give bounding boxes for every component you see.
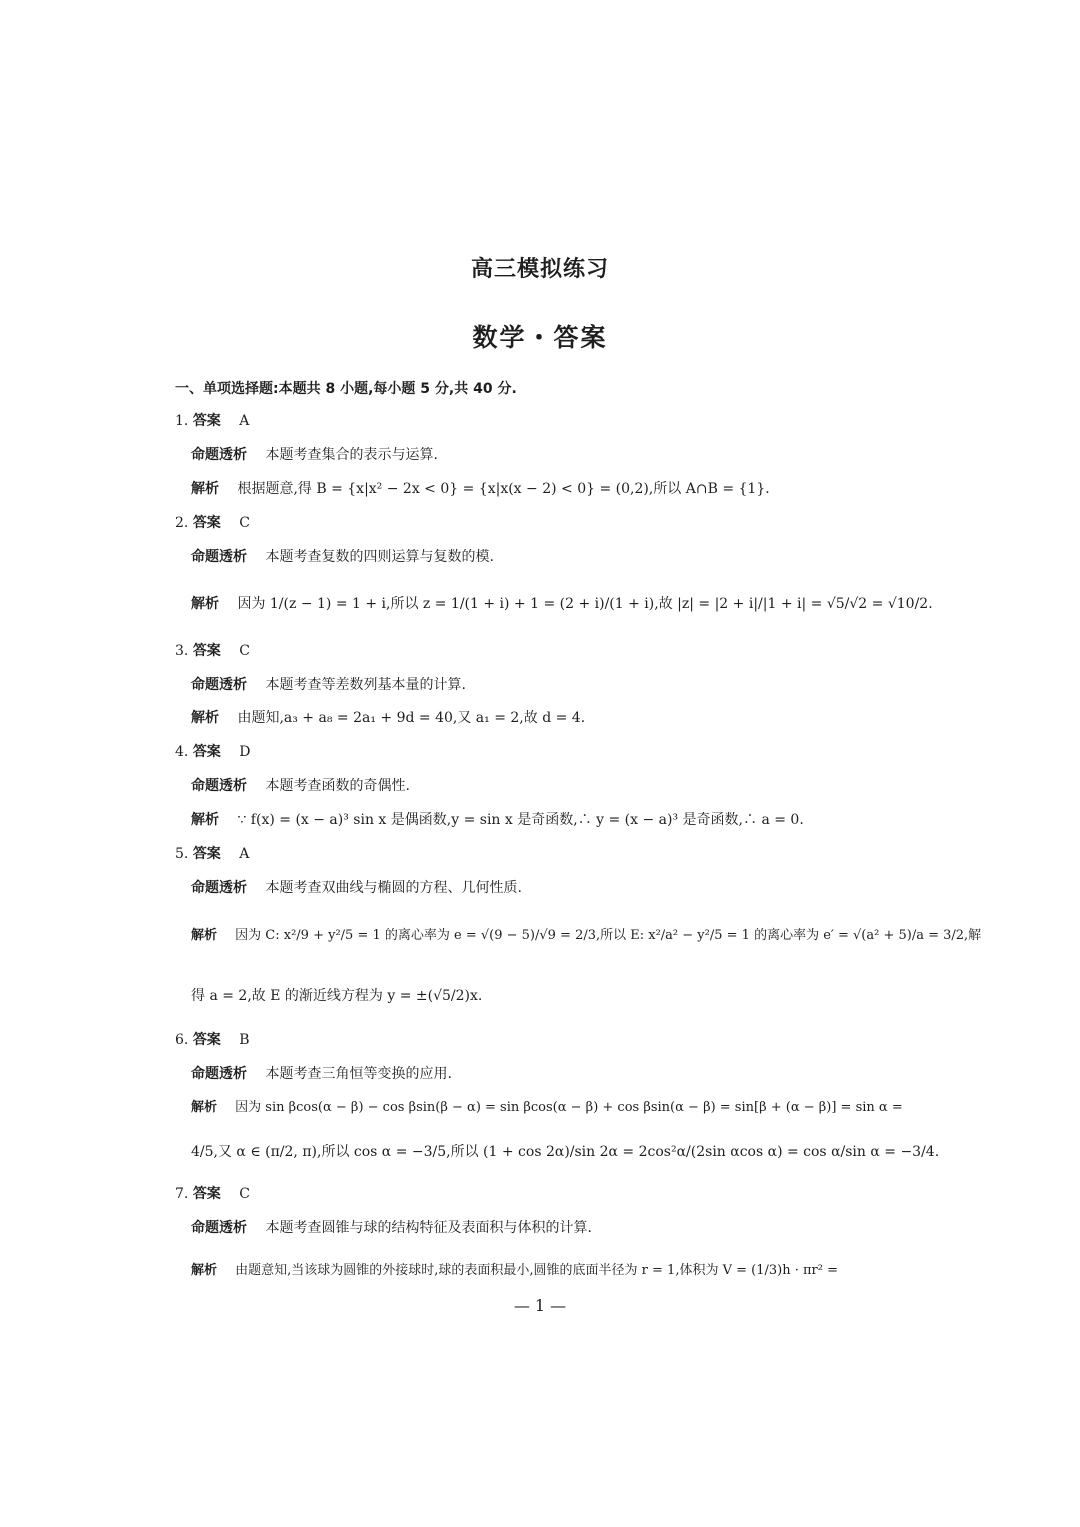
perspective-line-3 [191, 675, 466, 695]
perspective-text: 本题考查函数的奇偶性. [265, 778, 410, 794]
answer-line-3 [175, 641, 250, 661]
analysis-label: 解析 [191, 710, 219, 726]
analysis-text: 因为 sin βcos(α − β) − cos βsin(β − α) = sin βcos(α − β) + cos βsin(α − β) = sin[β + (α − β)] = sin α = [235, 1100, 903, 1115]
question-number: 6. [175, 1032, 189, 1048]
analysis-text: 因为 1/(z − 1) = 1 + i,所以 z = 1/(1 + i) + 1 = (2 + i)/(1 + i),故 |z| = |2 + i|/|1 + i| = √5/√2 = √10/2. [237, 596, 933, 612]
analysis-line-5 [191, 926, 981, 946]
answer-line-7 [175, 1184, 250, 1204]
analysis-text: 因为 C: x²/9 + y²/5 = 1 的离心率为 e = √(9 − 5)/√9 = 2/3,所以 E: x²/a² − y²/5 = 1 的离心率为 e′ = √(a² + 5)/a = 3/2,解 [235, 928, 982, 943]
question-number: 2. [175, 515, 189, 531]
analysis-text: 由题知,a₃ + a₈ = 2a₁ + 9d = 40,又 a₁ = 2,故 d = 4. [237, 710, 586, 726]
answer-line-2 [175, 513, 250, 533]
answer-label: 答案 [192, 643, 221, 659]
analysis-text: ∵ f(x) = (x − a)³ sin x 是偶函数,y = sin x 是奇函数,∴ y = (x − a)³ 是奇函数,∴ a = 0. [237, 812, 804, 828]
answer-value: C [239, 643, 250, 659]
analysis-line-6 [191, 1098, 903, 1118]
question-number: 7. [175, 1186, 189, 1202]
analysis-text: 由题意知,当该球为圆锥的外接球时,球的表面积最小,圆锥的底面半径为 r = 1,体积为 V = (1/3)h · πr² = [235, 1263, 838, 1278]
perspective-line-2 [191, 547, 494, 567]
analysis-line-1 [191, 479, 770, 499]
analysis-continuation-6 [191, 1142, 939, 1162]
answer-line-4 [175, 742, 251, 762]
perspective-line-7 [191, 1218, 592, 1238]
question-number: 3. [175, 643, 189, 659]
answer-line-6 [175, 1030, 250, 1050]
perspective-text: 本题考查等差数列基本量的计算. [265, 677, 466, 693]
analysis-text-cont: 得 a = 2,故 E 的渐近线方程为 y = ±(√5/2)x. [191, 988, 483, 1004]
perspective-label: 命题透析 [191, 549, 247, 565]
perspective-line-4 [191, 776, 410, 796]
document-subtitle: 数学・答案 [472, 323, 608, 352]
perspective-text: 本题考查复数的四则运算与复数的模. [265, 549, 494, 565]
perspective-line-5 [191, 878, 522, 898]
question-number: 5. [175, 846, 189, 862]
perspective-label: 命题透析 [191, 447, 247, 463]
perspective-text: 本题考查双曲线与椭圆的方程、几何性质. [265, 880, 522, 896]
page-number: — 1 — [513, 1296, 567, 1315]
analysis-continuation-5 [191, 986, 482, 1006]
perspective-text: 本题考查集合的表示与运算. [265, 447, 438, 463]
question-number: 4. [175, 744, 189, 760]
answer-label: 答案 [192, 1186, 221, 1202]
answer-value: A [239, 846, 250, 862]
answer-value: D [239, 744, 251, 760]
document-title: 高三模拟练习 [470, 257, 609, 282]
answer-value: C [239, 515, 250, 531]
analysis-label: 解析 [191, 1100, 218, 1115]
analysis-label: 解析 [191, 812, 219, 828]
perspective-line-6 [191, 1064, 452, 1084]
analysis-label: 解析 [191, 481, 219, 497]
analysis-line-4 [191, 810, 804, 830]
answer-line-5 [175, 844, 249, 864]
answer-line-1 [175, 411, 249, 431]
answer-value: B [239, 1032, 250, 1048]
answer-label: 答案 [192, 413, 221, 429]
perspective-line-1 [191, 445, 438, 465]
perspective-label: 命题透析 [191, 778, 247, 794]
answer-label: 答案 [192, 1032, 221, 1048]
analysis-line-3 [191, 708, 585, 728]
perspective-text: 本题考查三角恒等变换的应用. [265, 1066, 452, 1082]
perspective-label: 命题透析 [191, 880, 247, 896]
answer-label: 答案 [192, 515, 221, 531]
section-heading: 一、单项选择题:本题共 8 小题,每小题 5 分,共 40 分. [175, 381, 517, 397]
answer-value: A [239, 413, 250, 429]
analysis-text: 根据题意,得 B = {x|x² − 2x < 0} = {x|x(x − 2) < 0} = (0,2),所以 A∩B = {1}. [237, 481, 770, 497]
perspective-text: 本题考查圆锥与球的结构特征及表面积与体积的计算. [265, 1220, 592, 1236]
analysis-label: 解析 [191, 596, 219, 612]
perspective-label: 命题透析 [191, 677, 247, 693]
analysis-text-cont: 4/5,又 α ∈ (π/2, π),所以 cos α = −3/5,所以 (1 + cos 2α)/sin 2α = 2cos²α/(2sin αcos α) = cos α/sin α = −3/4. [191, 1144, 940, 1160]
answer-label: 答案 [192, 744, 221, 760]
analysis-line-2 [191, 594, 933, 614]
perspective-label: 命题透析 [191, 1066, 247, 1082]
analysis-line-7 [191, 1261, 838, 1281]
analysis-label: 解析 [191, 928, 218, 943]
answer-value: C [239, 1186, 250, 1202]
analysis-label: 解析 [191, 1263, 218, 1278]
question-number: 1. [175, 413, 189, 429]
perspective-label: 命题透析 [191, 1220, 247, 1236]
answer-label: 答案 [192, 846, 221, 862]
